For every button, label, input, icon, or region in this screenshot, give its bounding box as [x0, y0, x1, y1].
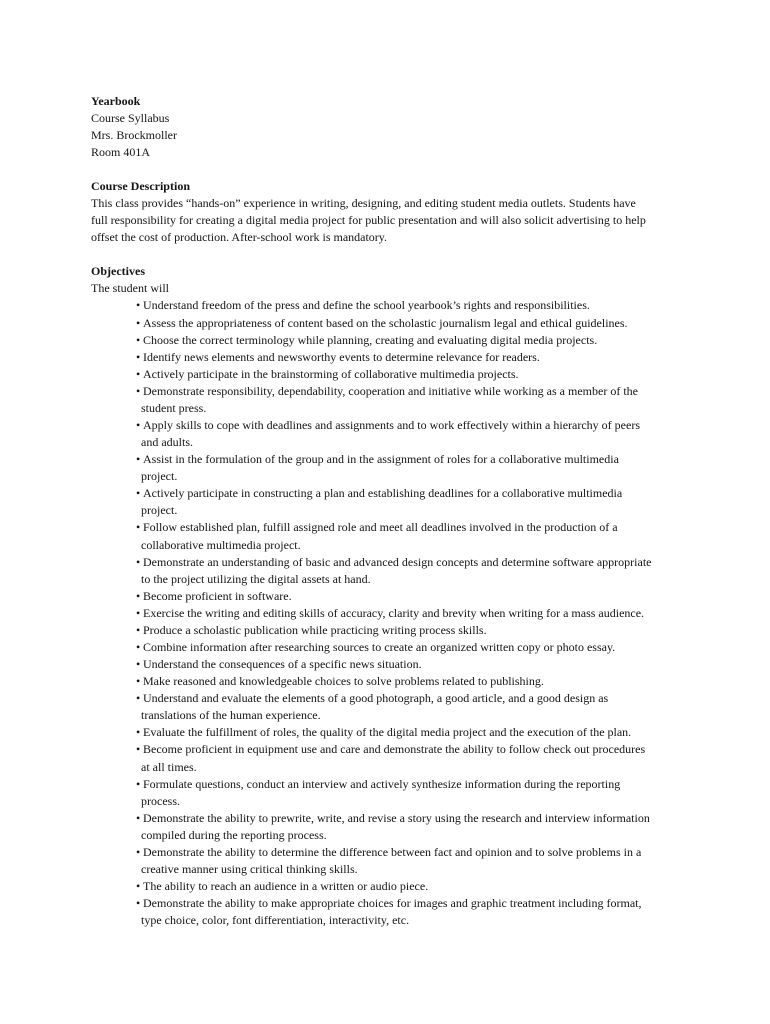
objective-item — [136, 673, 731, 690]
bullet-marker: • — [136, 674, 141, 689]
objective-text: Produce a scholastic publication while practicing writing process skills. — [143, 622, 487, 637]
objective-item — [136, 639, 731, 656]
objective-line — [136, 741, 731, 758]
objective-text: Demonstrate an understanding of basic and advanced design concepts and determine software appropriate — [143, 554, 652, 569]
objective-text: process. — [141, 793, 180, 808]
bullet-marker: • — [136, 640, 141, 654]
objective-line-continued — [136, 468, 731, 485]
objective-text: Assess the appropriateness of content based on the scholastic journalism legal and ethical guidelines. — [143, 315, 628, 330]
objective-line-continued — [136, 827, 731, 844]
objective-text: Follow established plan, fulfill assigned role and meet all deadlines involved in the production of a — [143, 520, 618, 535]
room-line: Room 401A — [91, 144, 151, 159]
bullet-marker: • — [136, 298, 141, 313]
objective-text: Demonstrate the ability to determine the difference between fact and opinion and to solve problems in a — [143, 844, 642, 859]
bullet-marker: • — [136, 776, 141, 791]
spacer — [91, 161, 731, 178]
objective-item — [136, 605, 731, 622]
objective-text: Demonstrate responsibility, dependability, cooperation and initiative while working as a member of the — [143, 383, 638, 398]
objective-line-continued — [136, 571, 731, 588]
bullet-marker: • — [136, 742, 141, 757]
objective-line — [136, 554, 731, 571]
objective-item — [136, 485, 731, 519]
objective-text: Actively participate in constructing a plan and establishing deadlines for a collaborative multimedia — [143, 486, 623, 501]
bullet-marker: • — [136, 452, 141, 467]
objective-line-continued — [136, 707, 731, 724]
course-title: Yearbook — [91, 93, 141, 108]
bullet-marker: • — [136, 332, 141, 347]
objective-text: Become proficient in software. — [143, 588, 292, 603]
objective-text: Exercise the writing and editing skills of accuracy, clarity and brevity when writing for a mass audience. — [143, 605, 645, 620]
objective-text: creative manner using critical thinking skills. — [141, 862, 358, 877]
objective-line-continued — [136, 400, 731, 417]
teacher-name-line: Mrs. Brockmoller — [91, 127, 177, 142]
objective-text: translations of the human experience. — [141, 708, 321, 723]
objective-line — [136, 810, 731, 827]
bullet-marker: • — [136, 657, 141, 672]
document-type-line: Course Syllabus — [91, 110, 170, 125]
objective-line — [136, 332, 731, 349]
objective-line — [136, 588, 731, 605]
objective-item — [136, 741, 731, 775]
description-line: offset the cost of production. After-school work is mandatory. — [91, 230, 388, 245]
objective-line — [136, 724, 731, 741]
objective-line — [136, 349, 731, 366]
objective-line — [136, 878, 731, 895]
objective-text: Apply skills to cope with deadlines and assignments and to work effectively within a hierarchy of peers — [143, 417, 640, 432]
objective-line — [136, 485, 731, 502]
objective-item — [136, 895, 731, 929]
objective-text: Combine information after researching sources to create an organized written copy or photo essay. — [143, 640, 616, 654]
bullet-marker: • — [136, 691, 141, 706]
objective-line — [136, 297, 731, 314]
bullet-marker: • — [136, 349, 141, 364]
bullet-marker: • — [136, 810, 141, 825]
objective-text: Actively participate in the brainstorming of collaborative multimedia projects. — [143, 366, 519, 381]
objective-item — [136, 844, 731, 878]
objective-item — [136, 810, 731, 844]
objective-line — [136, 776, 731, 793]
description-line: This class provides “hands-on” experience in writing, designing, and editing student media outlets. Students have — [91, 195, 636, 210]
objective-line — [136, 383, 731, 400]
objective-text: at all times. — [141, 759, 197, 774]
objective-line — [136, 366, 731, 383]
objective-text: Become proficient in equipment use and care and demonstrate the ability to follow check out procedures — [143, 742, 646, 757]
objective-text: Understand freedom of the press and define the school yearbook’s rights and responsibilities. — [143, 298, 590, 313]
objective-line — [136, 519, 731, 536]
objective-line-continued — [136, 537, 731, 554]
bullet-marker: • — [136, 554, 141, 569]
objectives-intro: The student will — [91, 281, 169, 296]
objective-text: to the project utilizing the digital assets at hand. — [141, 571, 371, 586]
objective-line — [136, 622, 731, 639]
objective-item — [136, 622, 731, 639]
objective-text: The ability to reach an audience in a written or audio piece. — [143, 879, 429, 894]
bullet-marker: • — [136, 622, 141, 637]
objective-line-continued — [136, 793, 731, 810]
bullet-marker: • — [136, 486, 141, 501]
objective-line-continued — [136, 434, 731, 451]
objective-item — [136, 554, 731, 588]
objective-item — [136, 332, 731, 349]
bullet-marker: • — [136, 417, 141, 432]
description-line: full responsibility for creating a digital media project for public presentation and will also solicit advertising to help — [91, 213, 646, 228]
objective-text: compiled during the reporting process. — [141, 827, 327, 842]
bullet-marker: • — [136, 588, 141, 603]
objective-line — [136, 690, 731, 707]
objective-text: project. — [141, 503, 178, 518]
objective-item — [136, 366, 731, 383]
objective-line — [136, 844, 731, 861]
bullet-marker: • — [136, 383, 141, 398]
objective-item — [136, 315, 731, 332]
objective-line — [136, 605, 731, 622]
objective-line-continued — [136, 861, 731, 878]
objective-text: Demonstrate the ability to prewrite, write, and revise a story using the research and interview information — [143, 810, 650, 825]
objective-line — [136, 673, 731, 690]
bullet-marker: • — [136, 896, 141, 911]
objective-item — [136, 656, 731, 673]
objective-line — [136, 315, 731, 332]
objective-line — [136, 656, 731, 673]
objective-line-continued — [136, 502, 731, 519]
objective-line — [136, 417, 731, 434]
objective-text: student press. — [141, 400, 207, 415]
objective-item — [136, 451, 731, 485]
description-paragraph — [91, 195, 731, 246]
objective-item — [136, 297, 731, 314]
objective-item — [136, 724, 731, 741]
objective-text: collaborative multimedia project. — [141, 537, 301, 552]
objective-item — [136, 588, 731, 605]
bullet-marker: • — [136, 315, 141, 330]
bullet-marker: • — [136, 879, 141, 894]
objective-item — [136, 417, 731, 451]
objective-text: Make reasoned and knowledgeable choices to solve problems related to publishing. — [143, 674, 544, 689]
objective-text: type choice, color, font differentiation, interactivity, etc. — [141, 913, 410, 928]
objective-item — [136, 776, 731, 810]
objective-item — [136, 519, 731, 553]
description-heading: Course Description — [91, 178, 190, 193]
objective-text: Understand the consequences of a specific news situation. — [143, 657, 422, 672]
objective-text: and adults. — [141, 435, 193, 450]
objective-text: Evaluate the fulfillment of roles, the quality of the digital media project and the execution of the plan. — [143, 725, 632, 740]
objective-item — [136, 349, 731, 366]
objective-item — [136, 690, 731, 724]
objective-item — [136, 878, 731, 895]
objective-text: Assist in the formulation of the group and in the assignment of roles for a collaborative multimedia — [143, 452, 619, 467]
objective-line — [136, 639, 731, 656]
bullet-marker: • — [136, 844, 141, 859]
objective-line — [136, 451, 731, 468]
objective-text: Understand and evaluate the elements of a good photograph, a good article, and a good design as — [143, 691, 609, 706]
bullet-marker: • — [136, 725, 141, 740]
objectives-heading: Objectives — [91, 264, 145, 279]
objectives-list — [136, 297, 731, 929]
objective-text: project. — [141, 469, 178, 484]
objective-line-continued — [136, 759, 731, 776]
bullet-marker: • — [136, 605, 141, 620]
syllabus-document — [91, 93, 731, 930]
objective-item — [136, 383, 731, 417]
bullet-marker: • — [136, 520, 141, 535]
objective-line — [136, 895, 731, 912]
objective-text: Identify news elements and newsworthy events to determine relevance for readers. — [143, 349, 540, 364]
bullet-marker: • — [136, 366, 141, 381]
objective-line-continued — [136, 912, 731, 929]
objective-text: Formulate questions, conduct an interview and actively synthesize information during the reporting — [143, 776, 621, 791]
objective-text: Demonstrate the ability to make appropriate choices for images and graphic treatment including format, — [143, 896, 642, 911]
objective-text: Choose the correct terminology while planning, creating and evaluating digital media projects. — [143, 332, 598, 347]
spacer — [91, 246, 731, 263]
